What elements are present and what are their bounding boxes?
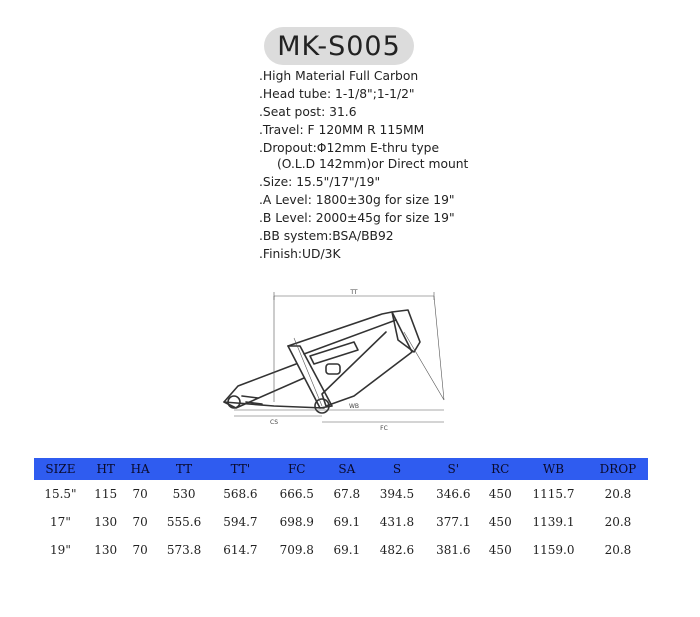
down-tube-shape xyxy=(322,320,412,406)
cell-tt-prime: 594.7 xyxy=(223,515,258,529)
model-title xyxy=(264,27,414,65)
spec-seat-post: .Seat post: 31.6 xyxy=(259,105,357,120)
top-tube-shape xyxy=(288,312,396,354)
head-angle-line xyxy=(404,332,444,400)
header-tt: TT xyxy=(156,458,212,480)
cell-tt: 555.6 xyxy=(166,515,202,529)
cell-fc: 709.8 xyxy=(279,543,314,557)
header-fc: FC xyxy=(269,458,325,480)
cell-size: 15.5" xyxy=(44,487,77,501)
spec-material: .High Material Full Carbon xyxy=(259,69,419,83)
fc-label: FC xyxy=(380,425,388,432)
cell-ha: 70 xyxy=(132,515,148,529)
shock-reservoir-shape xyxy=(326,364,340,374)
cell-ha: 70 xyxy=(132,543,148,557)
cell-drop: 20.8 xyxy=(604,515,632,529)
table-row xyxy=(34,508,648,536)
cell-size: 19" xyxy=(50,543,71,557)
cell-ht: 130 xyxy=(94,515,118,529)
cell-ht: 115 xyxy=(94,487,118,501)
cell-tt-prime: 614.7 xyxy=(223,543,258,557)
cell-sa: 69.1 xyxy=(333,543,361,557)
cell-tt: 573.8 xyxy=(166,543,202,557)
shock-shape xyxy=(310,342,358,364)
cell-fc: 666.5 xyxy=(279,487,314,501)
cell-s: 431.8 xyxy=(379,515,415,529)
spec-bb-system: .BB system:BSA/BB92 xyxy=(259,229,394,244)
spec-dropout: .Dropout:Φ12mm E-thru type xyxy=(259,141,440,156)
table-row xyxy=(34,536,648,564)
cell-tt-prime: 568.6 xyxy=(223,487,258,501)
header-s-prime: S' xyxy=(425,458,481,480)
spec-dropout-detail: (O.L.D 142mm)or Direct mount xyxy=(277,157,469,172)
header-tt-prime: TT' xyxy=(212,458,268,480)
spec-list xyxy=(259,69,559,266)
cell-sa: 67.8 xyxy=(333,487,361,501)
seat-stay-shape xyxy=(224,364,304,408)
spec-travel: .Travel: F 120MM R 115MM xyxy=(259,123,425,138)
cell-wb: 1115.7 xyxy=(532,487,575,501)
tt-label: TT xyxy=(350,289,358,296)
cell-s-prime: 381.6 xyxy=(436,543,471,557)
header-sa: SA xyxy=(325,458,369,480)
cell-wb: 1139.1 xyxy=(532,515,575,529)
model-title-text: MK-S005 xyxy=(277,30,401,62)
spec-b-level: .B Level: 2000±45g for size 19" xyxy=(259,211,455,226)
cell-tt: 530 xyxy=(172,487,196,501)
spec-a-level: .A Level: 1800±30g for size 19" xyxy=(259,193,455,208)
cell-rc: 450 xyxy=(488,487,512,501)
cs-label: CS xyxy=(270,419,278,426)
cell-s-prime: 346.6 xyxy=(436,487,471,501)
cell-wb: 1159.0 xyxy=(532,543,575,557)
cell-rc: 450 xyxy=(488,515,512,529)
spec-head-tube: .Head tube: 1-1/8";1-1/2" xyxy=(259,87,415,102)
table-row xyxy=(34,480,648,508)
cell-s-prime: 377.1 xyxy=(436,515,471,529)
frame-geometry-diagram xyxy=(214,282,464,440)
geometry-table xyxy=(34,458,648,564)
spec-size: .Size: 15.5"/17"/19" xyxy=(259,175,381,190)
cell-drop: 20.8 xyxy=(604,487,632,501)
cell-fc: 698.9 xyxy=(279,515,314,529)
header-rc: RC xyxy=(481,458,519,480)
cell-sa: 69.1 xyxy=(333,515,361,529)
cell-size: 17" xyxy=(50,515,71,529)
header-drop: DROP xyxy=(588,458,648,480)
header-ha: HA xyxy=(124,458,155,480)
table-header-row xyxy=(34,458,648,480)
cell-s: 482.6 xyxy=(379,543,415,557)
header-s: S xyxy=(369,458,425,480)
cell-drop: 20.8 xyxy=(604,543,632,557)
header-size: SIZE xyxy=(34,458,87,480)
head-tube-shape xyxy=(392,310,420,352)
spec-finish: .Finish:UD/3K xyxy=(259,247,341,262)
cell-ht: 130 xyxy=(94,543,118,557)
header-ht: HT xyxy=(87,458,125,480)
frame-outline-line xyxy=(274,296,444,402)
cell-s: 394.5 xyxy=(379,487,415,501)
header-wb: WB xyxy=(519,458,588,480)
wb-label: WB xyxy=(348,403,360,410)
cell-ha: 70 xyxy=(132,487,148,501)
cell-rc: 450 xyxy=(488,543,512,557)
